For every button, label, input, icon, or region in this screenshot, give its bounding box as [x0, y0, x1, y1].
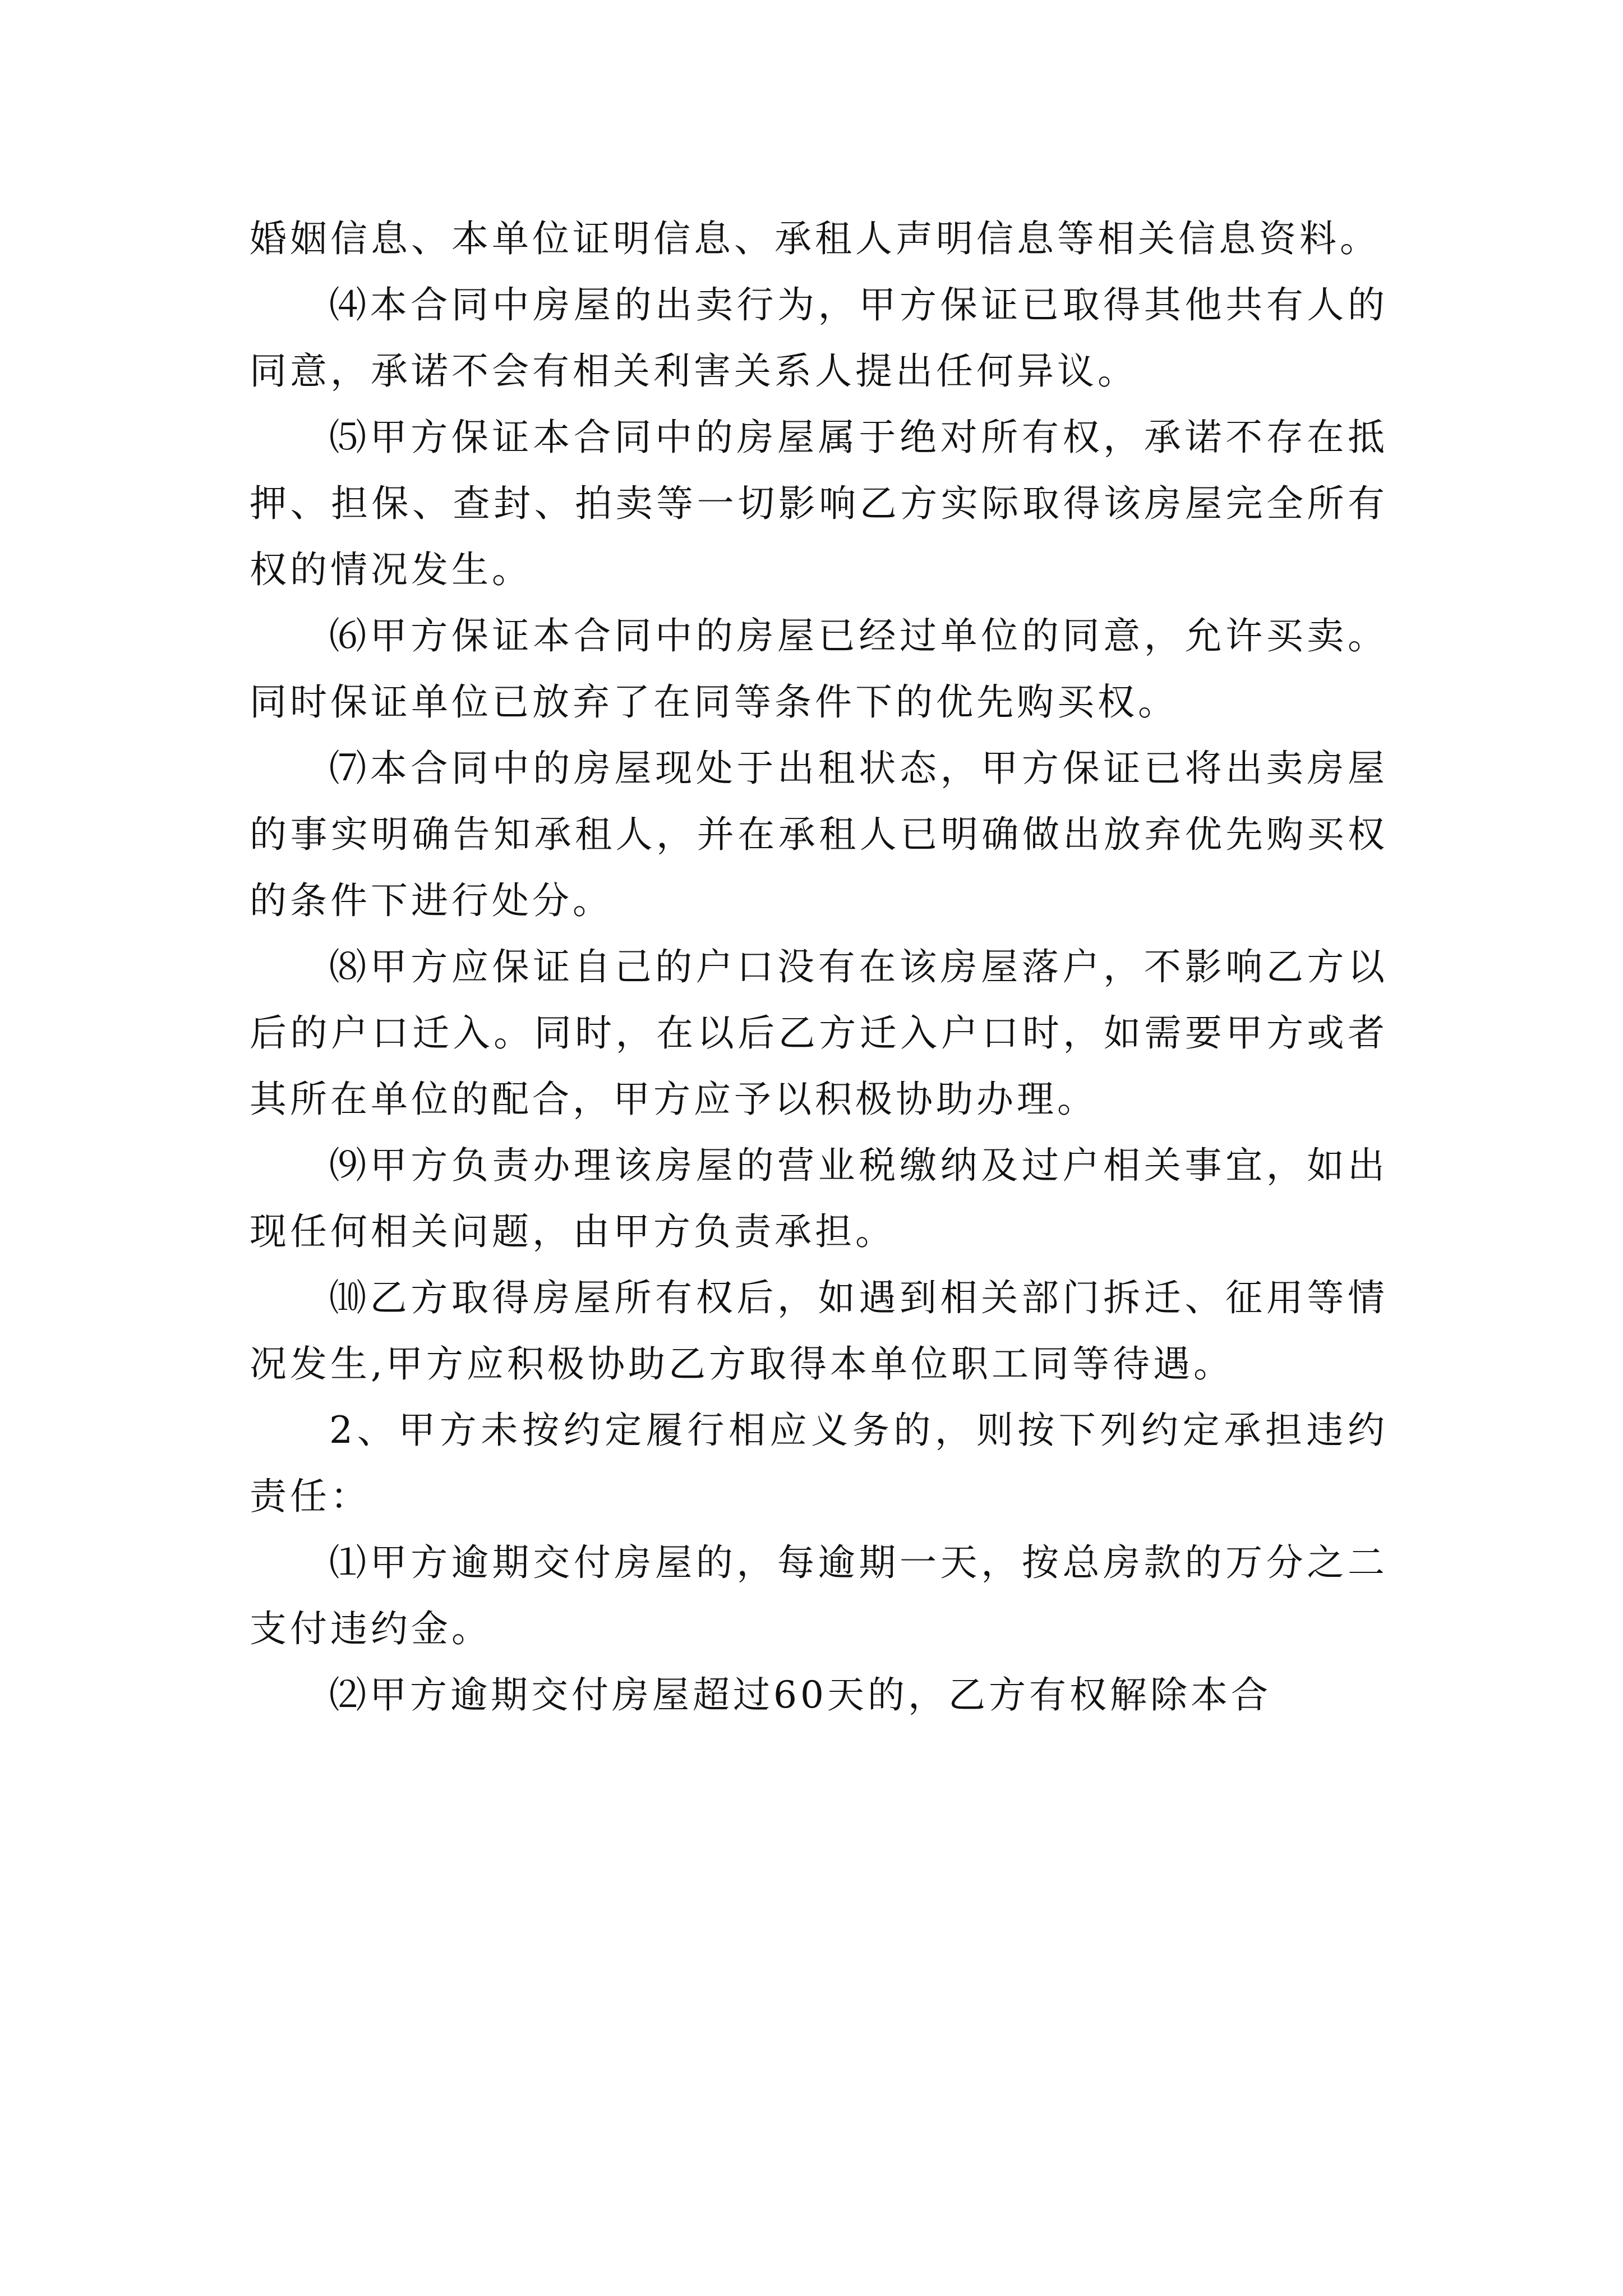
paragraph-item-10: ⑽乙方取得房屋所有权后，如遇到相关部门拆迁、征用等情况发生,甲方应积极协助乙方取得本单位职工同等待遇。: [250, 1276, 1388, 1386]
paragraph-item-9: ⑼甲方负责办理该房屋的营业税缴纳及过户相关事宜，如出现任何相关问题，由甲方负责承担。: [250, 1144, 1388, 1253]
document-body: [250, 206, 1388, 1728]
paragraph-item-8: ⑻甲方应保证自己的户口没有在该房屋落户，不影响乙方以后的户口迁入。同时，在以后乙方迁入户口时，如需要甲方或者其所在单位的配合，甲方应予以积极协助办理。: [250, 945, 1388, 1121]
paragraph-item-5: ⑸甲方保证本合同中的房屋属于绝对所有权，承诺不存在抵押、担保、查封、拍卖等一切影响乙方实际取得该房屋完全所有权的情况发生。: [250, 416, 1388, 591]
paragraph-item-6: ⑹甲方保证本合同中的房屋已经过单位的同意，允许买卖。同时保证单位已放弃了在同等条件下的优先购买权。: [250, 614, 1388, 724]
paragraph-penalty-1: ⑴甲方逾期交付房屋的，每逾期一天，按总房款的万分之二支付违约金。: [250, 1541, 1388, 1650]
paragraph-item-4: ⑷本合同中房屋的出卖行为，甲方保证已取得其他共有人的同意，承诺不会有相关利害关系人提出任何异议。: [250, 283, 1388, 393]
paragraph-item-7: ⑺本合同中的房屋现处于出租状态，甲方保证已将出卖房屋的事实明确告知承租人，并在承租人已明确做出放弃优先购买权的条件下进行处分。: [250, 747, 1388, 922]
paragraph-penalty-2: ⑵甲方逾期交付房屋超过60天的，乙方有权解除本合: [329, 1673, 1271, 1717]
paragraph-continuation: 婚姻信息、本单位证明信息、承租人声明信息等相关信息资料。: [250, 217, 1380, 260]
paragraph-section-2: 2、甲方未按约定履行相应义务的，则按下列约定承担违约责任：: [250, 1409, 1388, 1518]
